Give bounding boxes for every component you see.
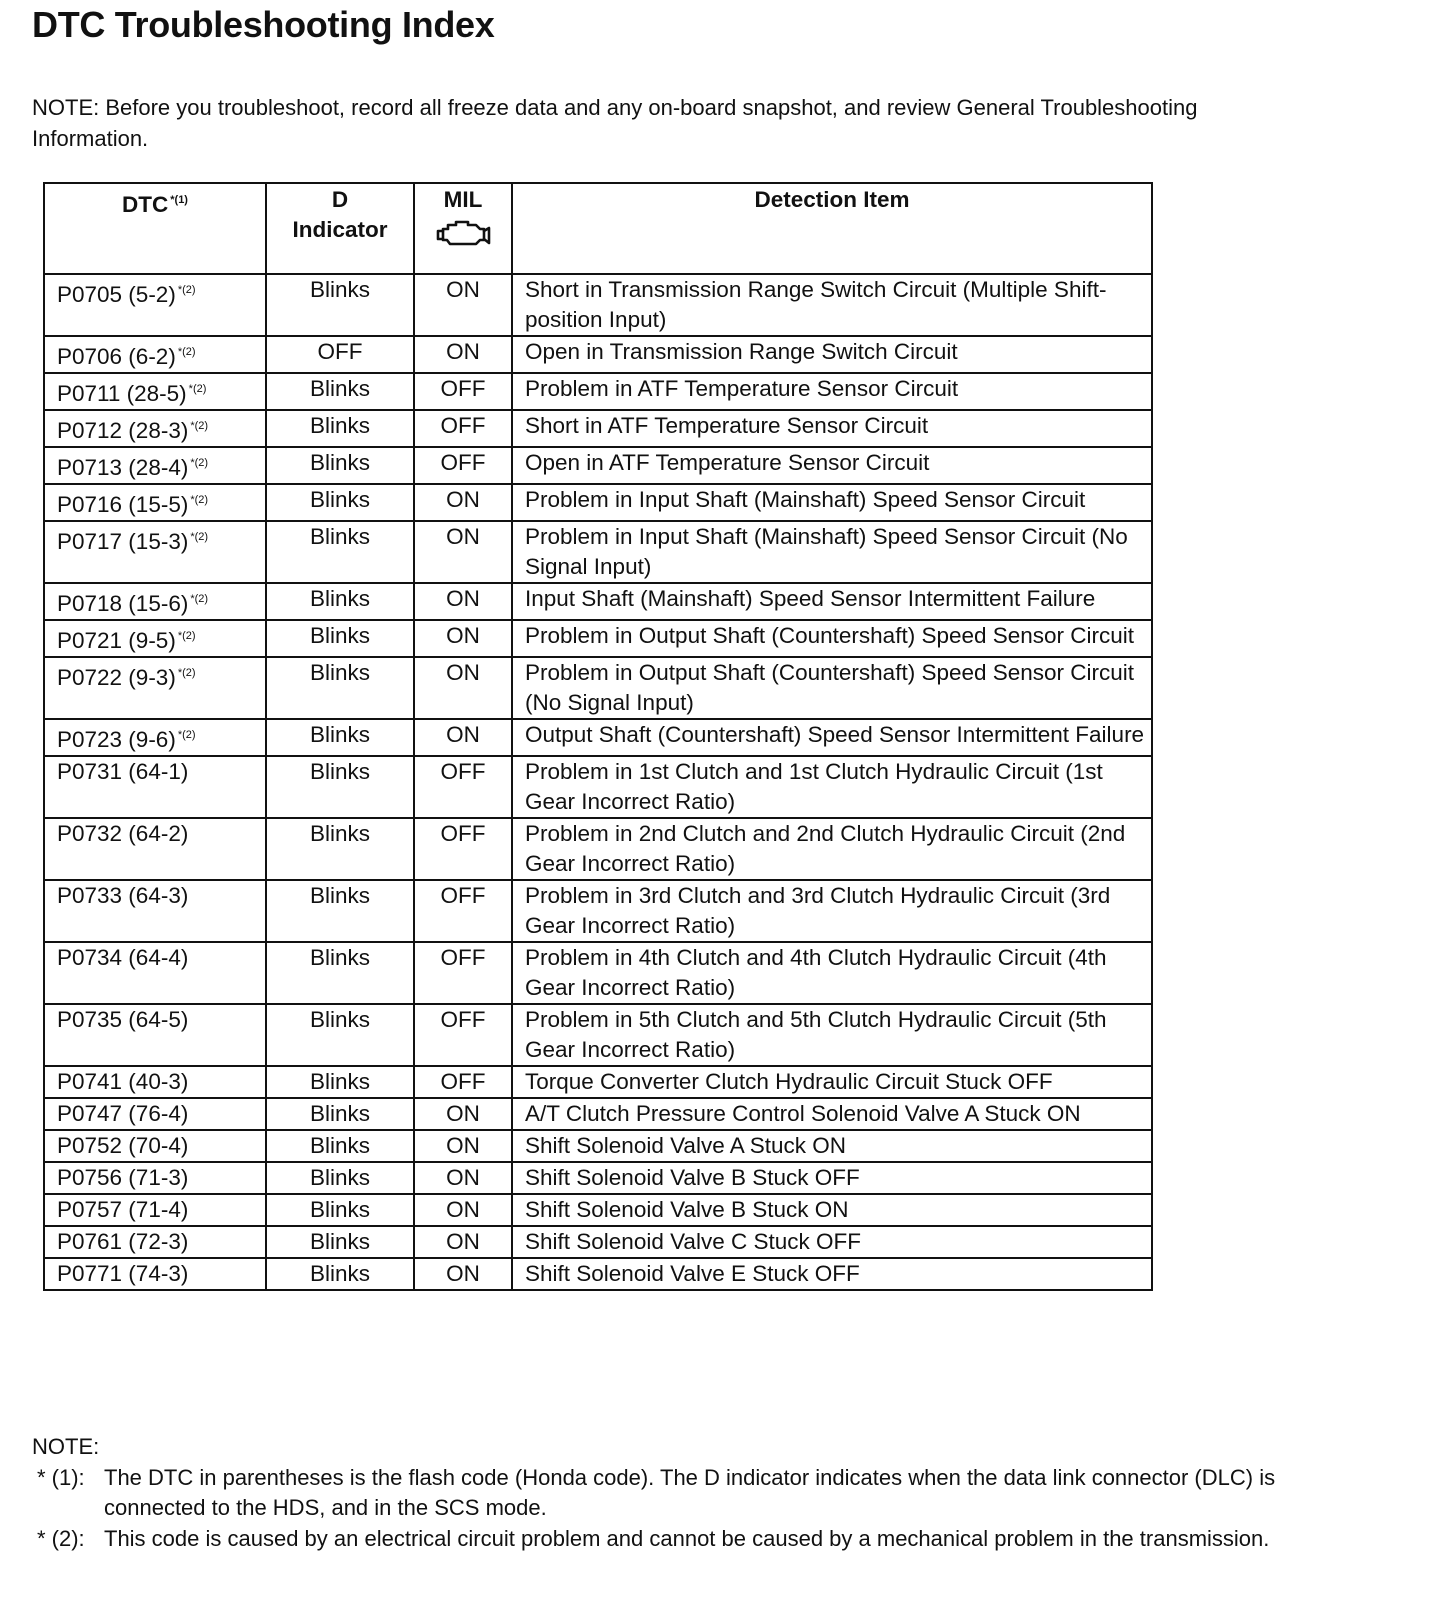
mil-cell: OFF <box>414 880 512 942</box>
d-indicator-cell: Blinks <box>266 818 414 880</box>
check-engine-icon <box>434 217 492 247</box>
dtc-code-cell <box>44 942 266 1004</box>
dtc-code-cell <box>44 1162 266 1194</box>
table-row <box>44 1194 1152 1226</box>
dtc-code-cell <box>44 1258 266 1290</box>
d-indicator-cell: Blinks <box>266 583 414 620</box>
dtc-code-cell <box>44 274 266 336</box>
detection-item-cell: Problem in Input Shaft (Mainshaft) Speed Sensor Circuit (No Signal Input) <box>512 521 1152 583</box>
intro-note: NOTE: Before you troubleshoot, record all freeze data and any on-board snapshot, and review General Troubleshooting Information. <box>32 95 1198 151</box>
header-dtc-label: DTC <box>122 192 169 217</box>
dtc-footnote-ref: *(2) <box>177 346 196 358</box>
mil-cell: OFF <box>414 942 512 1004</box>
table-row <box>44 818 1152 880</box>
mil-cell: ON <box>414 657 512 719</box>
d-indicator-cell: Blinks <box>266 274 414 336</box>
dtc-code-cell <box>44 373 266 410</box>
d-indicator-cell: Blinks <box>266 447 414 484</box>
detection-item-cell: Short in Transmission Range Switch Circuit (Multiple Shift-position Input) <box>512 274 1152 336</box>
dtc-code-cell <box>44 521 266 583</box>
dtc-code: P0722 (9-3) <box>57 665 176 690</box>
mil-cell: OFF <box>414 1066 512 1098</box>
dtc-code: P0735 (64-5) <box>57 1007 189 1032</box>
table-row <box>44 1004 1152 1066</box>
mil-cell: ON <box>414 1194 512 1226</box>
mil-cell: ON <box>414 1226 512 1258</box>
d-indicator-cell: Blinks <box>266 1162 414 1194</box>
detection-item-cell: Problem in Output Shaft (Countershaft) Speed Sensor Circuit <box>512 620 1152 657</box>
table-row <box>44 447 1152 484</box>
detection-item-cell: Short in ATF Temperature Sensor Circuit <box>512 410 1152 447</box>
d-indicator-cell: Blinks <box>266 620 414 657</box>
mil-cell: OFF <box>414 818 512 880</box>
dtc-footnote-ref: *(2) <box>177 729 196 741</box>
d-indicator-cell: Blinks <box>266 521 414 583</box>
mil-cell: ON <box>414 1162 512 1194</box>
mil-cell: ON <box>414 583 512 620</box>
dtc-code-cell <box>44 1130 266 1162</box>
mil-cell: ON <box>414 336 512 373</box>
mil-cell: ON <box>414 521 512 583</box>
table-row <box>44 1130 1152 1162</box>
dtc-code: P0711 (28-5) <box>57 381 187 406</box>
dtc-code: P0705 (5-2) <box>57 282 176 307</box>
footnote-2 <box>32 1524 1432 1554</box>
detection-item-cell: Open in ATF Temperature Sensor Circuit <box>512 447 1152 484</box>
table-row <box>44 336 1152 373</box>
footer-notes <box>32 1432 1432 1554</box>
dtc-code: P0706 (6-2) <box>57 344 176 369</box>
mil-cell: OFF <box>414 756 512 818</box>
dtc-code: P0756 (71-3) <box>57 1165 189 1190</box>
footnote-2-ref: * (2): <box>37 1526 85 1551</box>
table-row <box>44 410 1152 447</box>
dtc-code: P0717 (15-3) <box>57 529 189 554</box>
table-row <box>44 942 1152 1004</box>
dtc-footnote-ref: *(2) <box>177 630 196 642</box>
header-d-indicator-label: D Indicator <box>292 187 388 242</box>
d-indicator-cell: Blinks <box>266 942 414 1004</box>
detection-item-cell: Input Shaft (Mainshaft) Speed Sensor Intermittent Failure <box>512 583 1152 620</box>
table-row <box>44 521 1152 583</box>
dtc-footnote-ref: *(2) <box>177 667 196 679</box>
dtc-code-cell <box>44 1226 266 1258</box>
footnote-2-text: This code is caused by an electrical circuit problem and cannot be caused by a mechanical problem in the transmission. <box>104 1526 1270 1551</box>
header-mil <box>414 183 512 274</box>
d-indicator-cell: Blinks <box>266 373 414 410</box>
detection-item-cell: Problem in Output Shaft (Countershaft) Speed Sensor Circuit (No Signal Input) <box>512 657 1152 719</box>
mil-cell: OFF <box>414 447 512 484</box>
dtc-code-cell <box>44 447 266 484</box>
d-indicator-cell: Blinks <box>266 1130 414 1162</box>
detection-item-cell: Shift Solenoid Valve B Stuck OFF <box>512 1162 1152 1194</box>
dtc-code-cell <box>44 410 266 447</box>
dtc-code-cell <box>44 880 266 942</box>
dtc-code: P0712 (28-3) <box>57 418 189 443</box>
table-row <box>44 1258 1152 1290</box>
footnote-1 <box>32 1463 1432 1523</box>
table-row <box>44 880 1152 942</box>
dtc-footnote-ref: *(2) <box>190 531 209 543</box>
dtc-footnote-ref: *(2) <box>177 284 196 296</box>
dtc-code: P0721 (9-5) <box>57 628 176 653</box>
table-row <box>44 1098 1152 1130</box>
d-indicator-cell: Blinks <box>266 1258 414 1290</box>
table-row <box>44 1066 1152 1098</box>
mil-cell: ON <box>414 719 512 756</box>
page-title: DTC Troubleshooting Index <box>32 4 495 45</box>
detection-item-cell: Problem in 3rd Clutch and 3rd Clutch Hydraulic Circuit (3rd Gear Incorrect Ratio) <box>512 880 1152 942</box>
mil-cell: ON <box>414 274 512 336</box>
dtc-code: P0752 (70-4) <box>57 1133 189 1158</box>
dtc-code-cell <box>44 719 266 756</box>
dtc-code: P0716 (15-5) <box>57 492 189 517</box>
table-row <box>44 274 1152 336</box>
dtc-code-cell <box>44 818 266 880</box>
dtc-code-cell <box>44 756 266 818</box>
dtc-code: P0723 (9-6) <box>57 727 176 752</box>
dtc-code-cell <box>44 1066 266 1098</box>
detection-item-cell: Shift Solenoid Valve A Stuck ON <box>512 1130 1152 1162</box>
header-detection-item-label: Detection Item <box>754 187 910 212</box>
table-row <box>44 583 1152 620</box>
footnote-1-ref: * (1): <box>37 1465 85 1490</box>
table-body <box>44 274 1152 1290</box>
d-indicator-cell: Blinks <box>266 1004 414 1066</box>
detection-item-cell: Open in Transmission Range Switch Circuit <box>512 336 1152 373</box>
table-row <box>44 1226 1152 1258</box>
d-indicator-cell: Blinks <box>266 410 414 447</box>
table-row <box>44 719 1152 756</box>
dtc-code: P0731 (64-1) <box>57 759 189 784</box>
d-indicator-cell: Blinks <box>266 1226 414 1258</box>
d-indicator-cell: Blinks <box>266 657 414 719</box>
detection-item-cell: Problem in 2nd Clutch and 2nd Clutch Hydraulic Circuit (2nd Gear Incorrect Ratio) <box>512 818 1152 880</box>
detection-item-cell: Problem in 1st Clutch and 1st Clutch Hydraulic Circuit (1st Gear Incorrect Ratio) <box>512 756 1152 818</box>
detection-item-cell: Problem in 4th Clutch and 4th Clutch Hydraulic Circuit (4th Gear Incorrect Ratio) <box>512 942 1152 1004</box>
table-row <box>44 756 1152 818</box>
dtc-code-cell <box>44 336 266 373</box>
detection-item-cell: Shift Solenoid Valve B Stuck ON <box>512 1194 1152 1226</box>
dtc-code: P0771 (74-3) <box>57 1261 189 1286</box>
d-indicator-cell: OFF <box>266 336 414 373</box>
footnote-1-text: The DTC in parentheses is the flash code (Honda code). The D indicator indicates when the data link connector (DLC) is connected to the HDS, and in the SCS mode. <box>104 1465 1276 1520</box>
table-row <box>44 373 1152 410</box>
dtc-code-cell <box>44 657 266 719</box>
dtc-footnote-ref: *(2) <box>190 420 209 432</box>
dtc-code: P0734 (64-4) <box>57 945 189 970</box>
d-indicator-cell: Blinks <box>266 719 414 756</box>
detection-item-cell: Shift Solenoid Valve E Stuck OFF <box>512 1258 1152 1290</box>
mil-cell: ON <box>414 1258 512 1290</box>
header-d-indicator <box>266 183 414 274</box>
table-row <box>44 1162 1152 1194</box>
dtc-code: P0713 (28-4) <box>57 455 189 480</box>
d-indicator-cell: Blinks <box>266 1066 414 1098</box>
header-dtc <box>44 183 266 274</box>
dtc-table <box>43 182 1153 1291</box>
dtc-code: P0747 (76-4) <box>57 1101 189 1126</box>
mil-cell: ON <box>414 1130 512 1162</box>
dtc-code: P0757 (71-4) <box>57 1197 189 1222</box>
dtc-code: P0741 (40-3) <box>57 1069 189 1094</box>
dtc-code-cell <box>44 484 266 521</box>
table-row <box>44 484 1152 521</box>
mil-cell: ON <box>414 484 512 521</box>
mil-cell: ON <box>414 1098 512 1130</box>
table-header-row <box>44 183 1152 274</box>
header-detection-item <box>512 183 1152 274</box>
footer-heading: NOTE: <box>32 1434 100 1459</box>
dtc-footnote-ref: *(2) <box>190 494 209 506</box>
dtc-code-cell <box>44 620 266 657</box>
d-indicator-cell: Blinks <box>266 1098 414 1130</box>
header-mil-label: MIL <box>443 187 483 212</box>
dtc-code: P0732 (64-2) <box>57 821 189 846</box>
dtc-code: P0761 (72-3) <box>57 1229 189 1254</box>
d-indicator-cell: Blinks <box>266 880 414 942</box>
mil-cell: OFF <box>414 373 512 410</box>
detection-item-cell: Problem in 5th Clutch and 5th Clutch Hydraulic Circuit (5th Gear Incorrect Ratio) <box>512 1004 1152 1066</box>
dtc-footnote-ref: *(2) <box>190 593 209 605</box>
table-row <box>44 657 1152 719</box>
mil-cell: OFF <box>414 1004 512 1066</box>
dtc-code-cell <box>44 583 266 620</box>
dtc-code-cell <box>44 1098 266 1130</box>
dtc-footnote-ref: *(2) <box>188 383 207 395</box>
detection-item-cell: Problem in Input Shaft (Mainshaft) Speed Sensor Circuit <box>512 484 1152 521</box>
dtc-code-cell <box>44 1194 266 1226</box>
dtc-code: P0733 (64-3) <box>57 883 189 908</box>
d-indicator-cell: Blinks <box>266 756 414 818</box>
detection-item-cell: A/T Clutch Pressure Control Solenoid Valve A Stuck ON <box>512 1098 1152 1130</box>
detection-item-cell: Torque Converter Clutch Hydraulic Circuit Stuck OFF <box>512 1066 1152 1098</box>
d-indicator-cell: Blinks <box>266 1194 414 1226</box>
dtc-code: P0718 (15-6) <box>57 591 189 616</box>
detection-item-cell: Shift Solenoid Valve C Stuck OFF <box>512 1226 1152 1258</box>
dtc-footnote-ref: *(2) <box>190 457 209 469</box>
table-row <box>44 620 1152 657</box>
mil-cell: OFF <box>414 410 512 447</box>
detection-item-cell: Output Shaft (Countershaft) Speed Sensor Intermittent Failure <box>512 719 1152 756</box>
header-dtc-ref: *(1) <box>170 194 188 206</box>
mil-cell: ON <box>414 620 512 657</box>
detection-item-cell: Problem in ATF Temperature Sensor Circuit <box>512 373 1152 410</box>
d-indicator-cell: Blinks <box>266 484 414 521</box>
dtc-code-cell <box>44 1004 266 1066</box>
